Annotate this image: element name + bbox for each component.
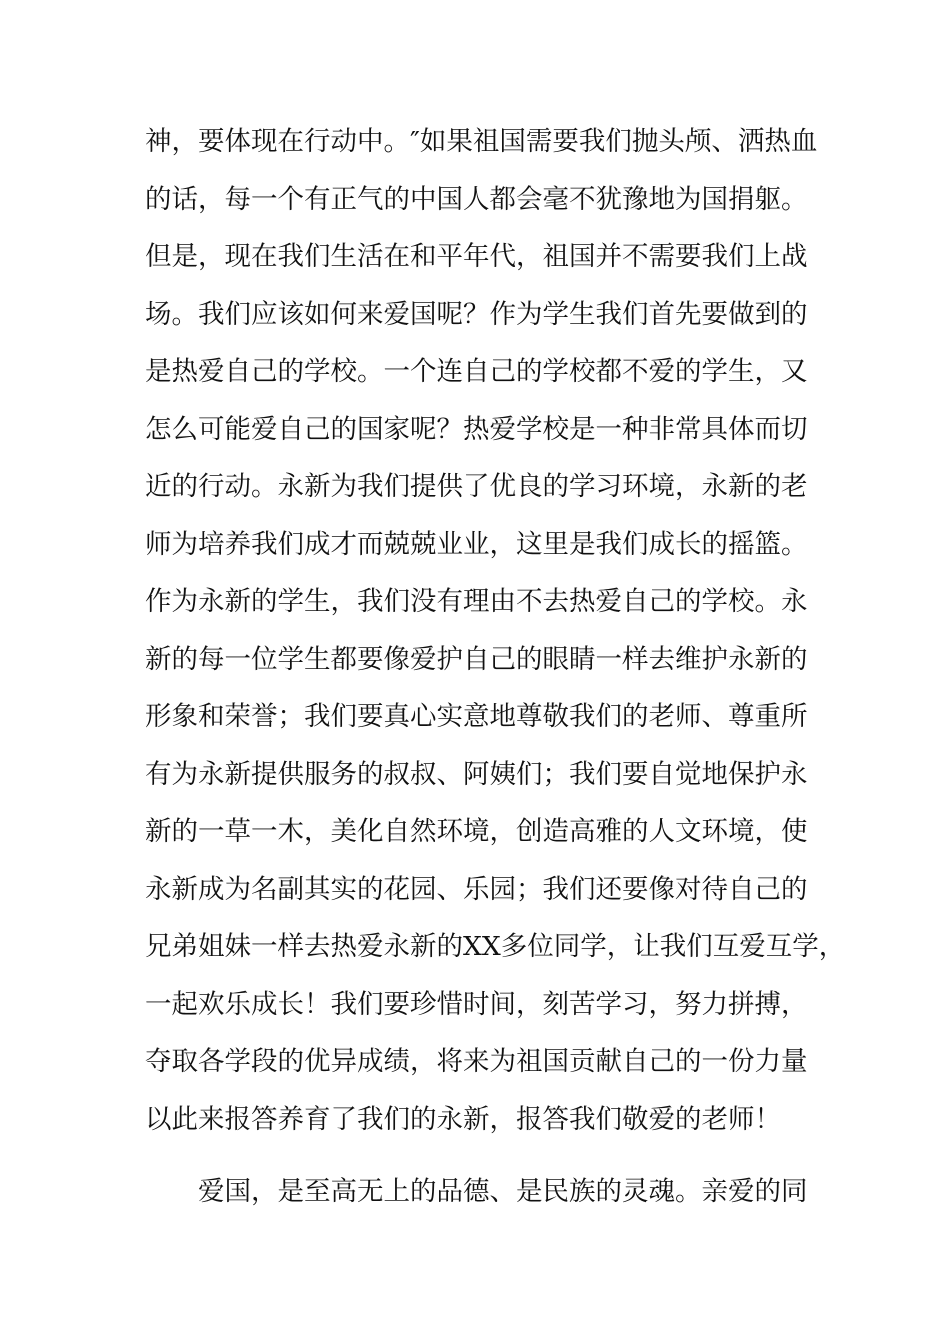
text-line: 夺取各学段的优异成绩，将来为祖国贡献自己的一份力量: [145, 1046, 808, 1077]
text-line: 但是，现在我们生活在和平年代，祖国并不需要我们上战: [145, 241, 808, 272]
text-line: 一起欢乐成长！我们要珍惜时间，刻苦学习，努力拼搏，: [145, 988, 808, 1020]
text-line: 近的行动。永新为我们提供了优良的学习环境，永新的老: [145, 471, 808, 502]
text-line: 以此来报答养育了我们的永新，报答我们敬爱的老师！: [145, 1103, 781, 1135]
text-line: 的话，每一个有正气的中国人都会毫不犹豫地为国捐躯。: [145, 183, 808, 215]
text-line: 永新成为名副其实的花园、乐园；我们还要像对待自己的: [145, 873, 808, 905]
text-line: 师为培养我们成才而兢兢业业，这里是我们成长的摇篮。: [145, 528, 808, 560]
text-line: 有为永新提供服务的叔叔、阿姨们；我们要自觉地保护永: [145, 758, 808, 790]
body-text: [145, 113, 846, 1221]
text-line: 是热爱自己的学校。一个连自己的学校都不爱的学生，又: [145, 356, 808, 387]
text-line: 新的一草一木，美化自然环境，创造高雅的人文环境，使: [145, 816, 808, 847]
text-line: 神，要体现在行动中。″如果祖国需要我们抛头颅、洒热血: [145, 126, 818, 157]
text-line: 场。我们应该如何来爱国呢？作为学生我们首先要做到的: [145, 298, 808, 330]
text-line: 兄弟姐妹一样去热爱永新的XX多位同学，让我们互爱互学，: [145, 931, 846, 962]
text-line: 怎么可能爱自己的国家呢？热爱学校是一种非常具体而切: [145, 413, 808, 445]
paragraph-first-line: 爱国，是至高无上的品德、是民族的灵魂。亲爱的同: [198, 1176, 808, 1207]
text-line: 作为永新的学生，我们没有理由不去热爱自己的学校。永: [145, 586, 808, 617]
text-line: 形象和荣誉；我们要真心实意地尊敬我们的老师、尊重所: [145, 701, 808, 732]
text-line: 新的每一位学生都要像爱护自己的眼睛一样去维护永新的: [145, 643, 808, 675]
